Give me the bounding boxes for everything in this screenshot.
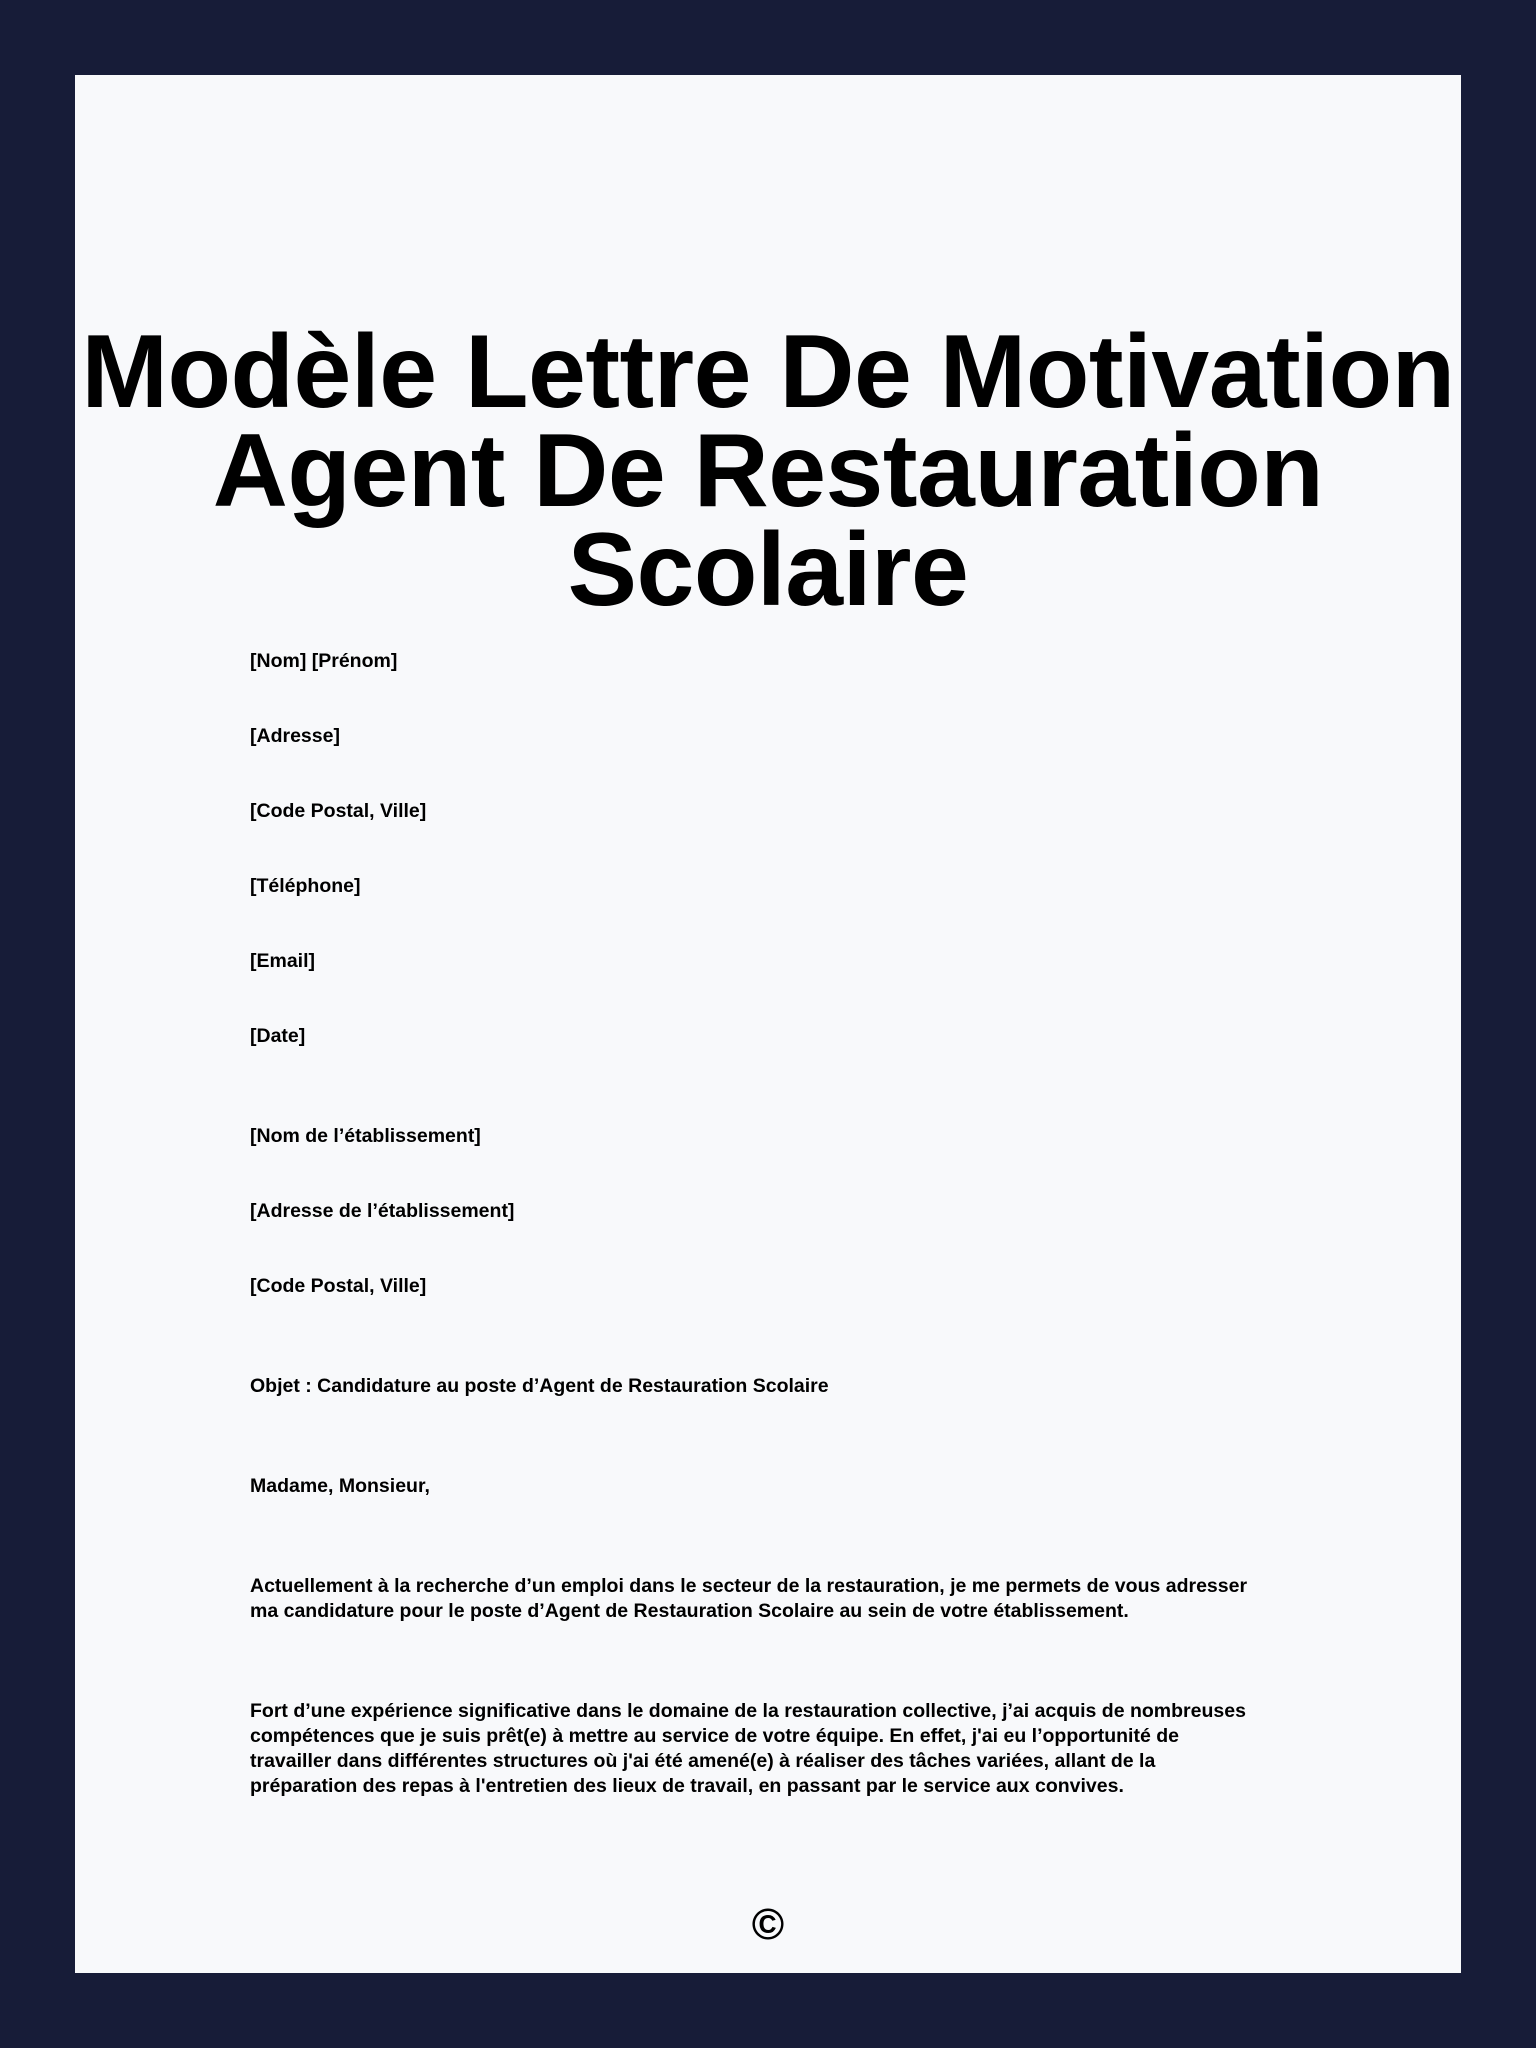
sender-phone: [Téléphone]	[250, 875, 361, 897]
document-title	[75, 314, 1461, 628]
sender-name: [Nom] [Prénom]	[250, 650, 398, 672]
paragraph-line: Actuellement à la recherche d’un emploi dans le secteur de la restauration, je me permets de vous adresser	[250, 1575, 1248, 1597]
paragraph-experience	[250, 1699, 1310, 1799]
letter-salutation: Madame, Monsieur,	[250, 1475, 430, 1497]
paragraph-line: travailler dans différentes structures où j'ai été amené(e) à réaliser des tâches variées, allant de la	[250, 1750, 1156, 1772]
paragraph-line: Fort d’une expérience significative dans le domaine de la restauration collective, j’ai acquis de nombreuses	[250, 1700, 1246, 1722]
paragraph-intro	[250, 1574, 1310, 1624]
paragraph-line: préparation des repas à l'entretien des lieux de travail, en passant par le service aux convives.	[250, 1775, 1124, 1797]
recipient-address: [Adresse de l’établissement]	[250, 1200, 515, 1222]
title-line: Agent De Restauration	[212, 413, 1324, 529]
sender-postal-city: [Code Postal, Ville]	[250, 800, 427, 822]
sender-address: [Adresse]	[250, 725, 340, 747]
recipient-name: [Nom de l’établissement]	[250, 1125, 481, 1147]
title-line: Modèle Lettre De Motivation	[81, 314, 1455, 430]
document-page	[75, 75, 1461, 1973]
paragraph-line: compétences que je suis prêt(e) à mettre au service de votre équipe. En effet, j'ai eu l’opportunité de	[250, 1725, 1179, 1747]
letter-date: [Date]	[250, 1025, 306, 1047]
copyright-icon: ©	[751, 1900, 785, 1949]
sender-email: [Email]	[250, 950, 316, 972]
title-line: Scolaire	[567, 512, 969, 628]
paragraph-line: ma candidature pour le poste d’Agent de Restauration Scolaire au sein de votre établissement.	[250, 1600, 1129, 1622]
recipient-postal-city: [Code Postal, Ville]	[250, 1275, 427, 1297]
letter-subject: Objet : Candidature au poste d’Agent de Restauration Scolaire	[250, 1375, 829, 1397]
